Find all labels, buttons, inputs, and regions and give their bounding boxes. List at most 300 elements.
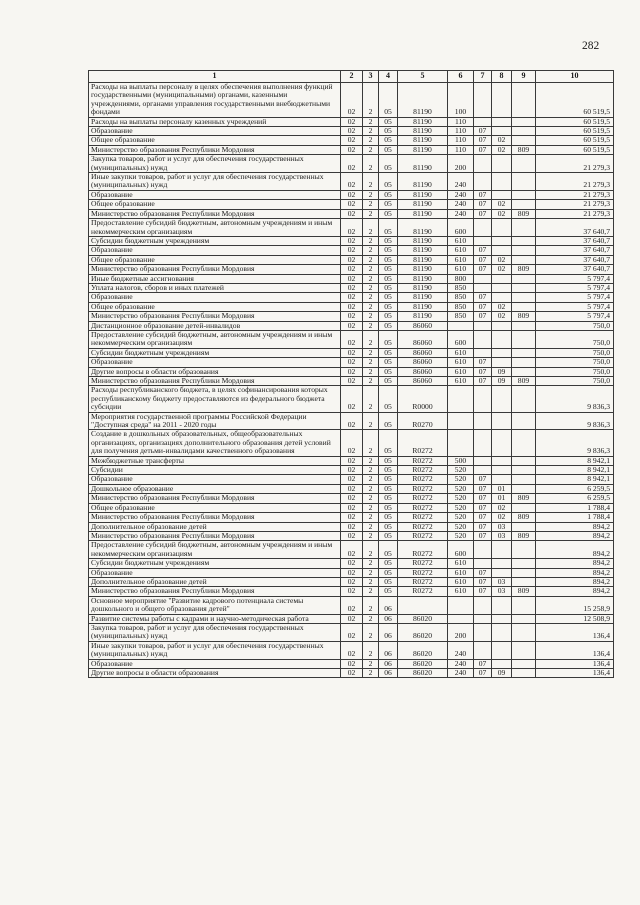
col-5-cell: 81190 <box>398 155 448 173</box>
col-9-cell <box>512 568 536 577</box>
item-name-cell: Министерство образования Республики Мордовия <box>89 494 341 503</box>
col-3-cell: 2 <box>363 641 379 659</box>
col-2-cell: 02 <box>341 219 363 237</box>
col-9-cell <box>512 173 536 191</box>
amount-cell: 894,2 <box>536 587 614 596</box>
col-9-cell: 809 <box>512 531 536 540</box>
amount-cell: 750,0 <box>536 367 614 376</box>
col-6-cell: 850 <box>448 312 474 321</box>
col-6-cell: 850 <box>448 302 474 311</box>
col-2-cell: 02 <box>341 312 363 321</box>
item-name-cell: Министерство образования Республики Мордовия <box>89 145 341 154</box>
col-3-cell: 2 <box>363 456 379 465</box>
col-4-cell: 05 <box>379 236 398 245</box>
item-name-cell: Субсидии бюджетным учреждениям <box>89 236 341 245</box>
col-7-cell <box>474 466 492 475</box>
col-6-cell: 610 <box>448 246 474 255</box>
item-name-cell: Иные бюджетные ассигнования <box>89 274 341 283</box>
col-7-cell <box>474 236 492 245</box>
col-9-cell <box>512 117 536 126</box>
col-5-cell: R0272 <box>398 531 448 540</box>
col-2-cell: 02 <box>341 641 363 659</box>
col-6-cell: 240 <box>448 190 474 199</box>
item-name-cell: Общее образование <box>89 503 341 512</box>
amount-cell: 894,2 <box>536 522 614 531</box>
col-5-cell: 81190 <box>398 265 448 274</box>
item-name-cell: Расходы на выплаты персоналу в целях обеспечения выполнения функций государственными (муниципальными) органами, казенными учреждениями, органами управления государственными внебюджетными фондами <box>89 83 341 118</box>
item-name-cell: Образование <box>89 659 341 668</box>
col-7-cell <box>474 274 492 283</box>
table-row <box>89 83 614 118</box>
col-8-cell <box>492 412 512 430</box>
col-8-cell <box>492 659 512 668</box>
col-5-cell: 86020 <box>398 623 448 641</box>
col-6-cell: 610 <box>448 236 474 245</box>
col-9-cell <box>512 367 536 376</box>
col-9-cell <box>512 669 536 678</box>
col-4-cell: 05 <box>379 83 398 118</box>
col-8-cell: 02 <box>492 302 512 311</box>
col-6-cell: 850 <box>448 293 474 302</box>
col-7-cell: 07 <box>474 475 492 484</box>
col-9-cell <box>512 283 536 292</box>
item-name-cell: Образование <box>89 475 341 484</box>
col-5-cell: 81190 <box>398 145 448 154</box>
col-9-cell: 809 <box>512 513 536 522</box>
col-3-cell: 2 <box>363 659 379 668</box>
col-9-cell <box>512 348 536 357</box>
col-3-cell: 2 <box>363 330 379 348</box>
col-6-cell: 520 <box>448 475 474 484</box>
col-5-cell <box>398 596 448 614</box>
col-2-cell: 02 <box>341 246 363 255</box>
item-name-cell: Дошкольное образование <box>89 484 341 493</box>
col-3-cell: 2 <box>363 127 379 136</box>
item-name-cell: Субсидии <box>89 466 341 475</box>
col-9-cell <box>512 541 536 559</box>
col-4-cell: 05 <box>379 577 398 586</box>
amount-cell: 21 279,3 <box>536 200 614 209</box>
col-3-cell: 2 <box>363 412 379 430</box>
amount-cell: 21 279,3 <box>536 155 614 173</box>
table-row <box>89 283 614 292</box>
col-6-cell <box>448 386 474 412</box>
table-row <box>89 255 614 264</box>
col-8-cell <box>492 293 512 302</box>
col-6-cell: 610 <box>448 559 474 568</box>
column-header: 4 <box>379 71 398 83</box>
col-6-cell: 610 <box>448 367 474 376</box>
col-8-cell <box>492 190 512 199</box>
col-4-cell: 06 <box>379 669 398 678</box>
col-5-cell: 86060 <box>398 367 448 376</box>
col-8-cell <box>492 117 512 126</box>
col-9-cell <box>512 577 536 586</box>
col-7-cell <box>474 330 492 348</box>
col-9-cell <box>512 200 536 209</box>
col-6-cell: 850 <box>448 283 474 292</box>
amount-cell: 6 259,5 <box>536 484 614 493</box>
item-name-cell: Субсидии бюджетным учреждениям <box>89 559 341 568</box>
table-row <box>89 614 614 623</box>
col-7-cell: 07 <box>474 522 492 531</box>
col-7-cell: 07 <box>474 293 492 302</box>
col-2-cell: 02 <box>341 83 363 118</box>
col-4-cell: 05 <box>379 117 398 126</box>
amount-cell: 1 788,4 <box>536 513 614 522</box>
col-4-cell: 05 <box>379 541 398 559</box>
col-3-cell: 2 <box>363 513 379 522</box>
column-header: 7 <box>474 71 492 83</box>
col-7-cell <box>474 430 492 456</box>
item-name-cell: Министерство образования Республики Мордовия <box>89 513 341 522</box>
col-4-cell: 05 <box>379 466 398 475</box>
col-9-cell <box>512 412 536 430</box>
col-3-cell: 2 <box>363 466 379 475</box>
col-7-cell: 07 <box>474 145 492 154</box>
col-8-cell: 02 <box>492 255 512 264</box>
col-4-cell: 05 <box>379 330 398 348</box>
amount-cell: 60 519,5 <box>536 127 614 136</box>
item-name-cell: Мероприятия государственной программы Российской Федерации "Доступная среда" на 2011 - 2020 годы <box>89 412 341 430</box>
col-3-cell: 2 <box>363 596 379 614</box>
col-7-cell <box>474 321 492 330</box>
col-8-cell: 09 <box>492 669 512 678</box>
col-2-cell: 02 <box>341 173 363 191</box>
col-4-cell: 05 <box>379 348 398 357</box>
col-8-cell: 09 <box>492 367 512 376</box>
col-3-cell: 2 <box>363 265 379 274</box>
table-row <box>89 377 614 386</box>
col-7-cell <box>474 117 492 126</box>
col-5-cell: R0272 <box>398 503 448 512</box>
col-9-cell <box>512 136 536 145</box>
col-6-cell: 240 <box>448 669 474 678</box>
table-row <box>89 209 614 218</box>
col-4-cell: 05 <box>379 484 398 493</box>
col-5-cell: 86060 <box>398 321 448 330</box>
col-4-cell: 05 <box>379 386 398 412</box>
col-3-cell: 2 <box>363 503 379 512</box>
col-7-cell: 07 <box>474 503 492 512</box>
item-name-cell: Предоставление субсидий бюджетным, автономным учреждениям и иным некоммерческим организациям <box>89 219 341 237</box>
col-2-cell: 02 <box>341 623 363 641</box>
col-3-cell: 2 <box>363 136 379 145</box>
col-7-cell: 07 <box>474 494 492 503</box>
col-6-cell <box>448 614 474 623</box>
col-9-cell: 809 <box>512 587 536 596</box>
col-8-cell: 03 <box>492 531 512 540</box>
table-row <box>89 348 614 357</box>
col-4-cell: 05 <box>379 145 398 154</box>
col-5-cell: R0272 <box>398 513 448 522</box>
col-9-cell <box>512 274 536 283</box>
col-3-cell: 2 <box>363 83 379 118</box>
col-4-cell: 05 <box>379 494 398 503</box>
col-8-cell: 03 <box>492 587 512 596</box>
col-4-cell: 05 <box>379 246 398 255</box>
table-row <box>89 531 614 540</box>
col-8-cell: 02 <box>492 513 512 522</box>
col-9-cell <box>512 386 536 412</box>
item-name-cell: Другие вопросы в области образования <box>89 669 341 678</box>
column-header: 3 <box>363 71 379 83</box>
col-8-cell <box>492 236 512 245</box>
col-6-cell: 500 <box>448 456 474 465</box>
col-2-cell: 02 <box>341 145 363 154</box>
col-4-cell: 05 <box>379 312 398 321</box>
col-5-cell: 81190 <box>398 127 448 136</box>
col-2-cell: 02 <box>341 596 363 614</box>
item-name-cell: Министерство образования Республики Мордовия <box>89 209 341 218</box>
table-row <box>89 541 614 559</box>
col-3-cell: 2 <box>363 190 379 199</box>
col-7-cell <box>474 641 492 659</box>
col-8-cell <box>492 219 512 237</box>
col-6-cell: 610 <box>448 348 474 357</box>
column-header: 1 <box>89 71 341 83</box>
col-6-cell: 200 <box>448 623 474 641</box>
col-5-cell: R0272 <box>398 541 448 559</box>
col-8-cell: 02 <box>492 265 512 274</box>
col-9-cell <box>512 83 536 118</box>
col-4-cell: 05 <box>379 321 398 330</box>
col-4-cell: 05 <box>379 155 398 173</box>
col-3-cell: 2 <box>363 173 379 191</box>
col-2-cell: 02 <box>341 236 363 245</box>
amount-cell: 9 836,3 <box>536 386 614 412</box>
col-5-cell: 81190 <box>398 274 448 283</box>
column-header: 6 <box>448 71 474 83</box>
col-5-cell: 81190 <box>398 219 448 237</box>
col-5-cell: 81190 <box>398 117 448 126</box>
col-3-cell: 2 <box>363 614 379 623</box>
table-row <box>89 173 614 191</box>
col-5-cell: 81190 <box>398 246 448 255</box>
col-8-cell: 01 <box>492 494 512 503</box>
col-3-cell: 2 <box>363 568 379 577</box>
col-4-cell: 05 <box>379 265 398 274</box>
col-9-cell <box>512 155 536 173</box>
col-9-cell <box>512 484 536 493</box>
table-row <box>89 302 614 311</box>
col-8-cell <box>492 358 512 367</box>
item-name-cell: Дополнительное образование детей <box>89 577 341 586</box>
table-row <box>89 466 614 475</box>
amount-cell: 6 259,5 <box>536 494 614 503</box>
item-name-cell: Общее образование <box>89 136 341 145</box>
col-8-cell: 02 <box>492 503 512 512</box>
amount-cell: 750,0 <box>536 348 614 357</box>
col-4-cell: 06 <box>379 596 398 614</box>
amount-cell: 12 508,9 <box>536 614 614 623</box>
amount-cell: 8 942,1 <box>536 466 614 475</box>
col-8-cell: 02 <box>492 136 512 145</box>
col-9-cell <box>512 255 536 264</box>
table-row <box>89 117 614 126</box>
amount-cell: 8 942,1 <box>536 456 614 465</box>
amount-cell: 5 797,4 <box>536 312 614 321</box>
col-3-cell: 2 <box>363 377 379 386</box>
col-7-cell: 07 <box>474 659 492 668</box>
table-row <box>89 190 614 199</box>
col-2-cell: 02 <box>341 531 363 540</box>
col-2-cell: 02 <box>341 127 363 136</box>
table-row <box>89 219 614 237</box>
col-7-cell: 07 <box>474 265 492 274</box>
col-5-cell: 81190 <box>398 136 448 145</box>
table-row <box>89 513 614 522</box>
col-9-cell <box>512 330 536 348</box>
col-8-cell <box>492 321 512 330</box>
col-5-cell: R0272 <box>398 494 448 503</box>
table-row <box>89 358 614 367</box>
col-2-cell: 02 <box>341 466 363 475</box>
page-number: 282 <box>582 40 600 52</box>
col-9-cell <box>512 614 536 623</box>
col-5-cell: R0272 <box>398 484 448 493</box>
col-7-cell <box>474 155 492 173</box>
col-6-cell: 520 <box>448 484 474 493</box>
col-9-cell <box>512 475 536 484</box>
col-6-cell: 200 <box>448 155 474 173</box>
col-3-cell: 2 <box>363 577 379 586</box>
col-5-cell: 86060 <box>398 330 448 348</box>
table-row <box>89 127 614 136</box>
col-5-cell: R0272 <box>398 430 448 456</box>
col-4-cell: 05 <box>379 293 398 302</box>
item-name-cell: Межбюджетные трансферты <box>89 456 341 465</box>
col-6-cell: 610 <box>448 587 474 596</box>
col-6-cell: 610 <box>448 377 474 386</box>
col-2-cell: 02 <box>341 541 363 559</box>
col-9-cell <box>512 623 536 641</box>
col-9-cell: 809 <box>512 265 536 274</box>
table-row <box>89 641 614 659</box>
col-2-cell: 02 <box>341 348 363 357</box>
col-8-cell <box>492 541 512 559</box>
col-4-cell: 05 <box>379 503 398 512</box>
col-2-cell: 02 <box>341 412 363 430</box>
col-3-cell: 2 <box>363 246 379 255</box>
col-5-cell: R0272 <box>398 587 448 596</box>
col-7-cell <box>474 412 492 430</box>
col-6-cell: 240 <box>448 209 474 218</box>
table-row <box>89 321 614 330</box>
col-8-cell <box>492 386 512 412</box>
col-4-cell: 05 <box>379 219 398 237</box>
col-8-cell <box>492 623 512 641</box>
col-2-cell: 02 <box>341 200 363 209</box>
item-name-cell: Дистанционное образование детей-инвалидов <box>89 321 341 330</box>
col-7-cell: 07 <box>474 484 492 493</box>
table-row <box>89 456 614 465</box>
col-3-cell: 2 <box>363 475 379 484</box>
col-6-cell: 610 <box>448 358 474 367</box>
item-name-cell: Предоставление субсидий бюджетным, автономным учреждениям и иным некоммерческим организациям <box>89 330 341 348</box>
col-9-cell <box>512 190 536 199</box>
amount-cell: 750,0 <box>536 358 614 367</box>
table-row <box>89 503 614 512</box>
col-5-cell: 86060 <box>398 358 448 367</box>
col-3-cell: 2 <box>363 236 379 245</box>
col-2-cell: 02 <box>341 559 363 568</box>
col-5-cell: 81190 <box>398 83 448 118</box>
col-2-cell: 02 <box>341 155 363 173</box>
item-name-cell: Министерство образования Республики Мордовия <box>89 587 341 596</box>
col-7-cell: 07 <box>474 513 492 522</box>
col-8-cell: 03 <box>492 577 512 586</box>
item-name-cell: Иные закупки товаров, работ и услуг для обеспечения государственных (муниципальных) нужд <box>89 641 341 659</box>
table-row <box>89 484 614 493</box>
col-8-cell: 03 <box>492 522 512 531</box>
col-3-cell: 2 <box>363 367 379 376</box>
table-row <box>89 312 614 321</box>
table-row <box>89 623 614 641</box>
col-7-cell: 07 <box>474 190 492 199</box>
col-5-cell: R0272 <box>398 475 448 484</box>
col-2-cell: 02 <box>341 209 363 218</box>
item-name-cell: Дополнительное образование детей <box>89 522 341 531</box>
item-name-cell: Иные закупки товаров, работ и услуг для обеспечения государственных (муниципальных) нужд <box>89 173 341 191</box>
col-3-cell: 2 <box>363 200 379 209</box>
col-2-cell: 02 <box>341 568 363 577</box>
col-4-cell: 05 <box>379 200 398 209</box>
col-6-cell: 520 <box>448 531 474 540</box>
col-2-cell: 02 <box>341 669 363 678</box>
amount-cell: 750,0 <box>536 321 614 330</box>
col-3-cell: 2 <box>363 255 379 264</box>
col-9-cell <box>512 503 536 512</box>
amount-cell: 37 640,7 <box>536 265 614 274</box>
col-6-cell: 520 <box>448 466 474 475</box>
col-6-cell <box>448 596 474 614</box>
col-3-cell: 2 <box>363 155 379 173</box>
col-7-cell <box>474 83 492 118</box>
amount-cell: 5 797,4 <box>536 274 614 283</box>
col-7-cell: 07 <box>474 367 492 376</box>
item-name-cell: Уплата налогов, сборов и иных платежей <box>89 283 341 292</box>
column-header: 5 <box>398 71 448 83</box>
col-4-cell: 05 <box>379 190 398 199</box>
col-7-cell: 07 <box>474 246 492 255</box>
table-row <box>89 293 614 302</box>
col-8-cell <box>492 348 512 357</box>
col-2-cell: 02 <box>341 117 363 126</box>
col-6-cell: 520 <box>448 494 474 503</box>
item-name-cell: Образование <box>89 190 341 199</box>
col-4-cell: 05 <box>379 255 398 264</box>
col-6-cell: 100 <box>448 83 474 118</box>
col-5-cell: 81190 <box>398 236 448 245</box>
table-row <box>89 136 614 145</box>
amount-cell: 136,4 <box>536 641 614 659</box>
col-4-cell: 06 <box>379 659 398 668</box>
col-3-cell: 2 <box>363 274 379 283</box>
col-7-cell: 07 <box>474 136 492 145</box>
col-9-cell <box>512 596 536 614</box>
col-3-cell: 2 <box>363 522 379 531</box>
col-4-cell: 05 <box>379 274 398 283</box>
col-9-cell <box>512 246 536 255</box>
col-2-cell: 02 <box>341 190 363 199</box>
col-3-cell: 2 <box>363 302 379 311</box>
col-7-cell: 07 <box>474 200 492 209</box>
col-3-cell: 2 <box>363 117 379 126</box>
amount-cell: 37 640,7 <box>536 236 614 245</box>
col-6-cell <box>448 430 474 456</box>
col-2-cell: 02 <box>341 475 363 484</box>
